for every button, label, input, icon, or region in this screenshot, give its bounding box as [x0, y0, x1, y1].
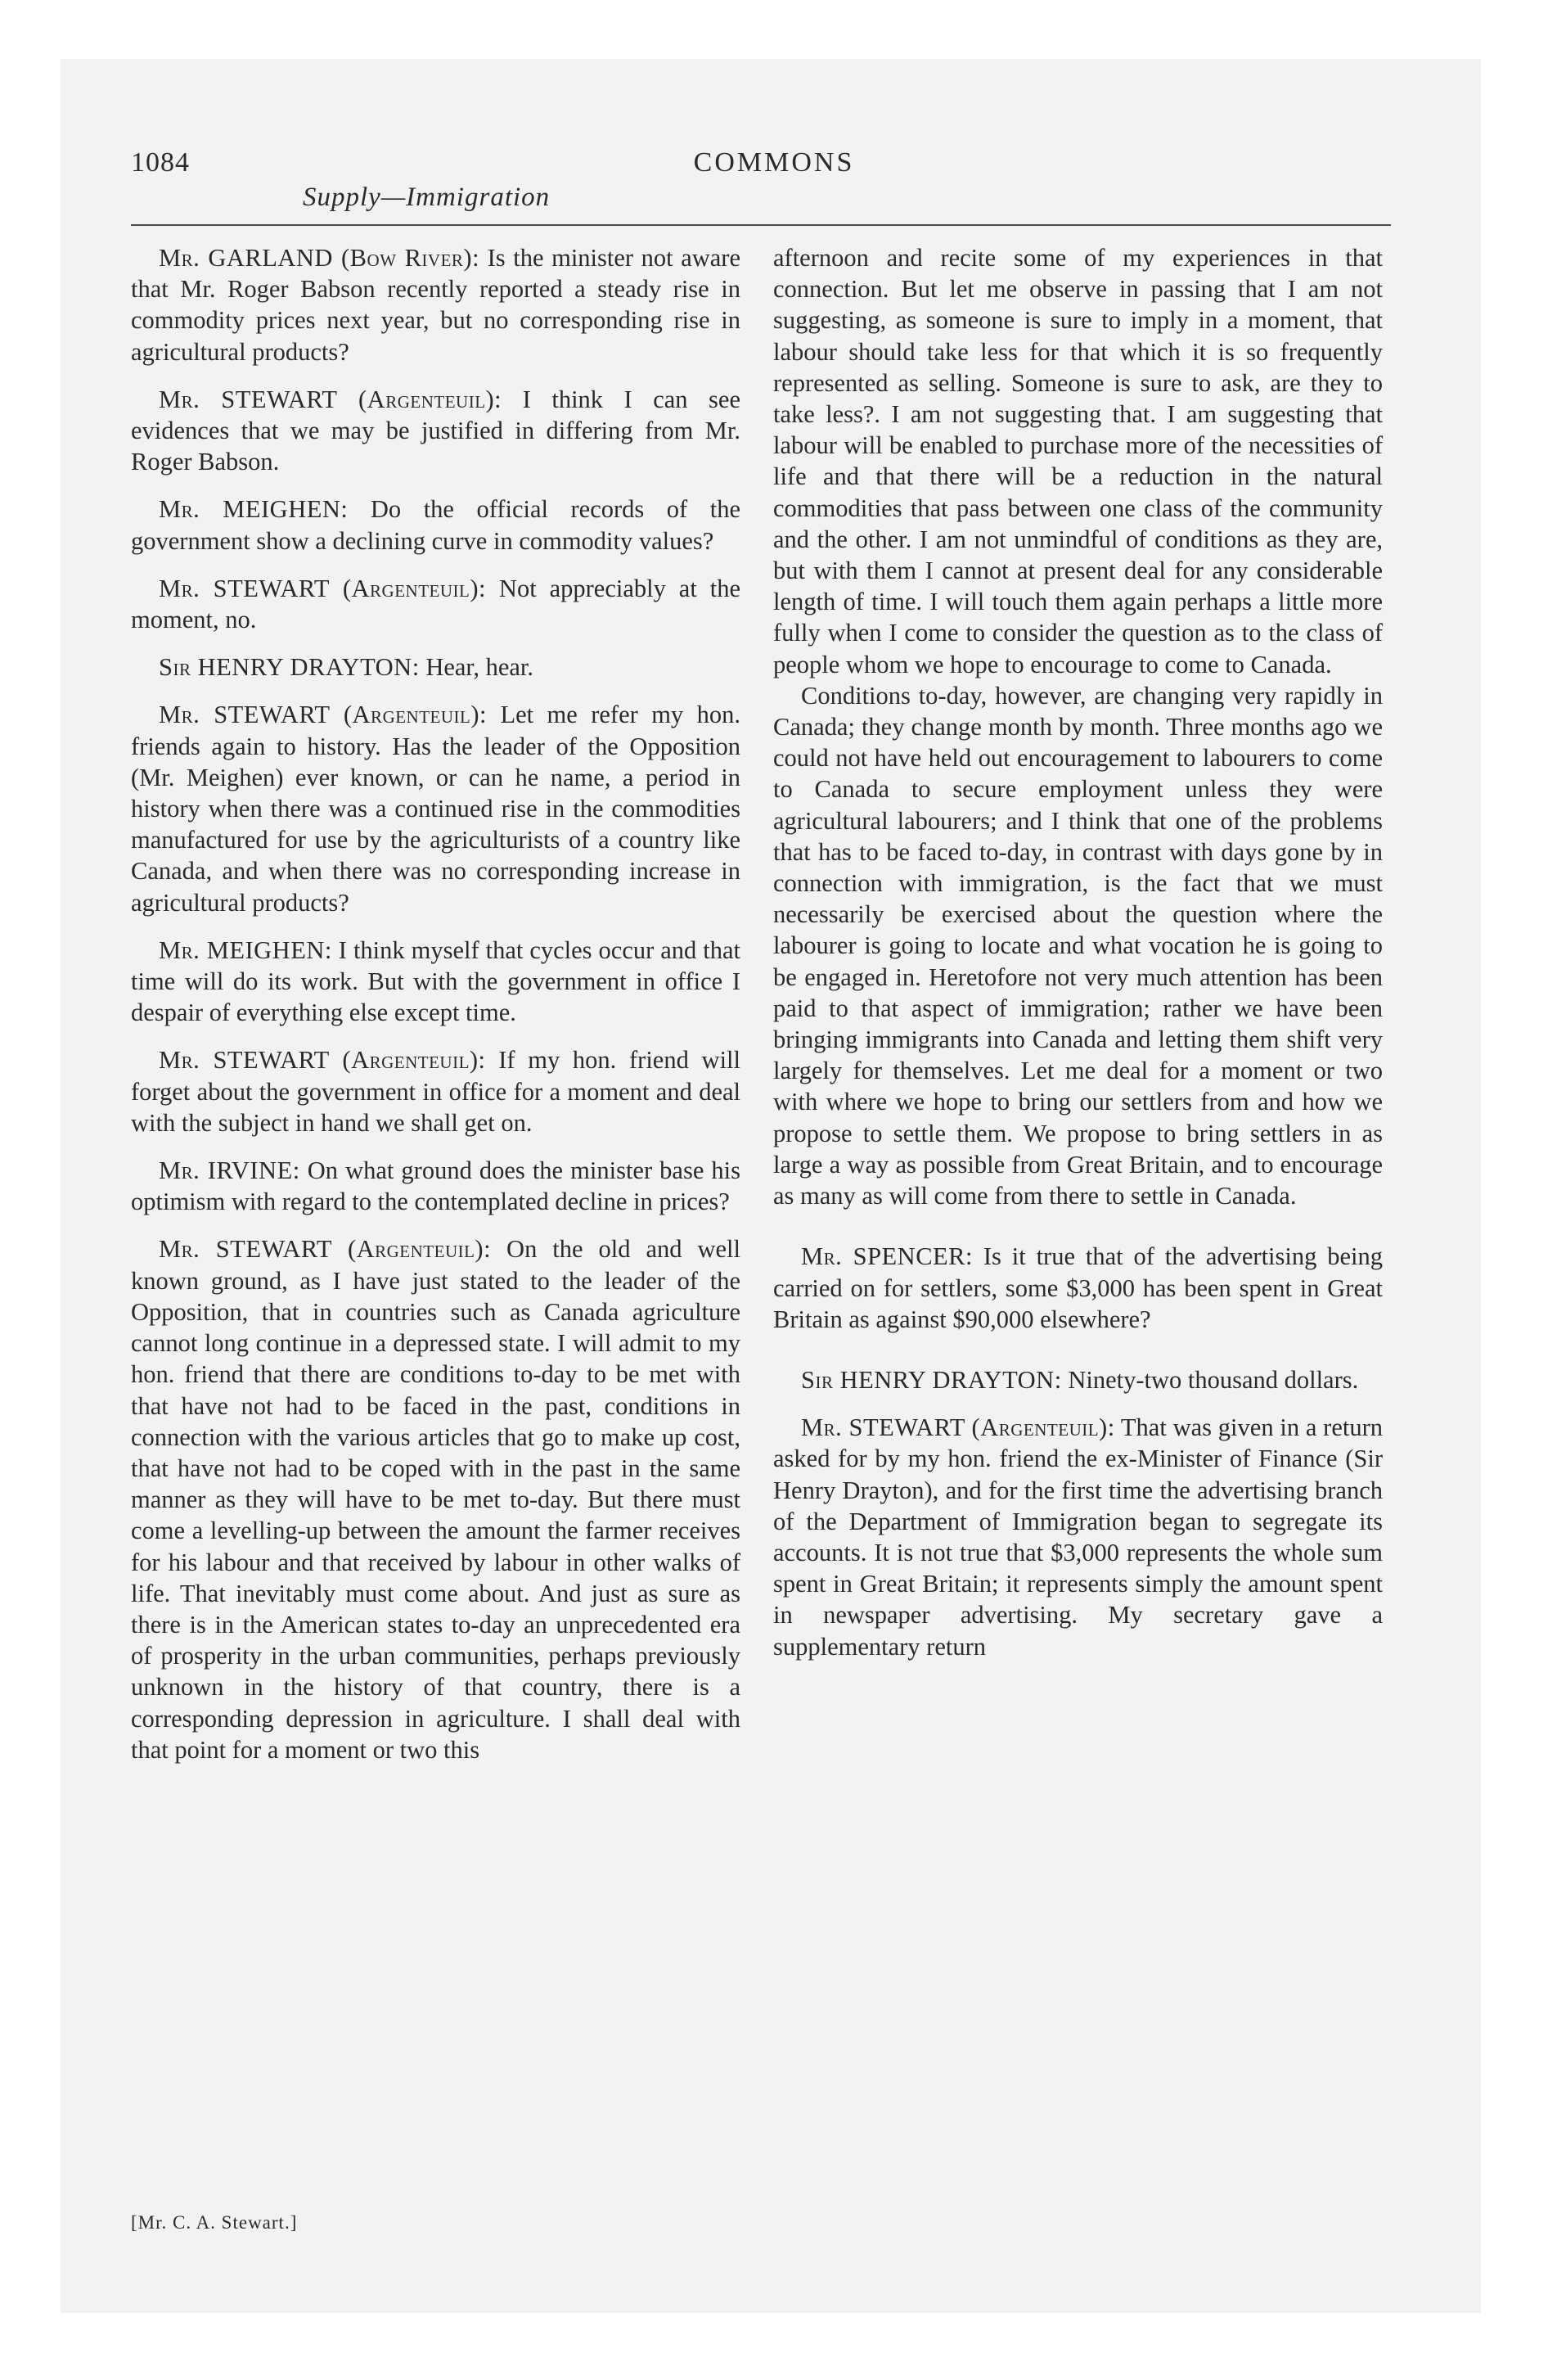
speaker-name: Mr. SPENCER: — [801, 1242, 973, 1271]
speaker-attribution: [Mr. C. A. Stewart.] — [131, 2212, 298, 2233]
speech-text: That was given in a return asked for by my hon. friend the ex-Minister of Finance (Sir Henry Drayton), and for the first time the advertising branch of the Department of Immigration began to segregate its accounts. It is not true that $3,000 represents the whole sum spent in Great Britain; it represents simply the amount spent in newspaper advertising. My secretary gave a supplementary return — [773, 1413, 1383, 1661]
speaker-name: Mr. MEIGHEN: — [159, 935, 332, 964]
speaker-name: Mr. STEWART (Argenteuil): — [159, 574, 486, 602]
speech-text: On the old and well known ground, as I have just stated to the leader of the Opposition, that in countries such as Canada agriculture cannot long continue in a depressed state. I will admit to my hon. friend that there are conditions to-day to be met with that have not had to be faced in the past, conditions in connection with the various articles that go to make up cost, that have not had to be coped with in the past in the same manner as they will have to be met to-day. But there must come a levelling-up between the amount the farmer receives for his labour and that received by labour in other walks of life. That inevitably must come about. And just as sure as there is in the American states to-day an unprecedented era of prosperity in the urban communities, perhaps previously unknown in the history of that country, there is a corresponding depression in agriculture. I shall deal with that point for a moment or two this — [131, 1235, 741, 1764]
speech-paragraph — [131, 494, 740, 556]
speech-text: Let me refer my hon. friends again to history. Has the leader of the Opposition (Mr. Meighen) ever known, or can he name, a period in history when there was a continued rise in the commodities manufactured for use by the agriculturists of a country like Canada, and when there was no corresponding increase in agricultural products? — [131, 701, 740, 917]
speaker-name: Mr. STEWART (Argenteuil): — [159, 385, 502, 413]
speech-text: Do the official records of the government show a declining curve in commodity values? — [131, 495, 740, 555]
speech-text: I think I can see evidences that we may be justified in differing from Mr. Roger Babson. — [131, 385, 741, 476]
speech-paragraph — [773, 1241, 1383, 1335]
speech-paragraph — [773, 680, 1383, 1211]
speaker-name: Mr. STEWART (Argenteuil): — [801, 1413, 1115, 1442]
speech-paragraph — [131, 651, 740, 683]
speech-text: Ninety-two thousand dollars. — [1061, 1365, 1359, 1394]
speech-paragraph — [131, 1155, 740, 1217]
speech-text: afternoon and recite some of my experiences in that connection. But let me observe in passing that I am not suggesting, as someone is sure to imply in a moment, that labour should take less for that which it is so frequently represented as selling. Someone is sure to ask, are they to take less?. I am not suggesting that. I am suggesting that labour will be enabled to purchase more of the necessities of life and that there will be a reduction in the natural commodities that pass between one class of the community and the other. I am not unmindful of conditions as they are, but with them I cannot at present deal for any considerable length of time. I will touch them again perhaps a little more fully when I come to consider the question as to the class of people whom we hope to encourage to come to Canada. — [773, 244, 1383, 678]
speech-paragraph — [131, 935, 740, 1029]
speech-text: Conditions to-day, however, are changing very rapidly in Canada; they change month by month. Three months ago we could not have held out encouragement to labourers to come to Canada to secure employment unless they were agricultural labourers; and I think that one of the problems that has to be faced to-day, in contrast with days gone by in connection with immigration, is the fact that we must necessarily be exercised about the question where the labourer is going to locate and what vocation he is going to be engaged in. Heretofore not very much attention has been paid to that aspect of immigration; rather we have been bringing immigrants into Canada and letting them shift very largely for themselves. Let me deal for a moment or two with where we hope to bring our settlers from and how we propose to settle them. We propose to bring settlers in as large a way as possible from Great Britain, and to encourage as many as will come from there to settle in Canada. — [773, 681, 1383, 1210]
speech-text: Is it true that of the advertising being carried on for settlers, some $3,000 has been spent in Great Britain as against $90,000 elsewhere? — [773, 1242, 1383, 1333]
speech-text: I think myself that cycles occur and that time will do its work. But with the government in office I despair of everything else except time. — [131, 935, 740, 1027]
speech-paragraph — [131, 242, 740, 367]
speech-paragraph — [131, 1044, 740, 1138]
speaker-name: Mr. MEIGHEN: — [159, 495, 349, 524]
right-column — [773, 242, 1383, 1662]
running-head: COMMONS — [693, 147, 855, 178]
section-title: Supply—Immigration — [303, 183, 551, 212]
speech-text: On what ground does the minister base his optimism with regard to the contemplated decline in prices? — [131, 1156, 741, 1216]
header-rule — [131, 224, 1391, 226]
speech-paragraph — [131, 384, 740, 478]
speech-text: Is the minister not aware that Mr. Roger Babson recently reported a steady rise in commodity prices next year, but no corresponding rise in agricultural products? — [131, 244, 740, 366]
speech-paragraph — [131, 573, 740, 635]
speech-paragraph — [131, 1233, 740, 1765]
left-column — [131, 242, 740, 1765]
speaker-name: Mr. GARLAND (Bow River): — [159, 244, 480, 272]
speech-paragraph — [773, 1364, 1383, 1395]
speech-paragraph — [131, 699, 740, 917]
speech-text: Not appreciably at the moment, no. — [131, 574, 740, 634]
speech-text: Hear, hear. — [419, 653, 534, 682]
speech-paragraph — [773, 1412, 1383, 1662]
speaker-name: Mr. STEWART (Argenteuil): — [159, 701, 487, 729]
speaker-name: Mr. STEWART (Argenteuil): — [159, 1235, 492, 1264]
speaker-name: Mr. IRVINE: — [159, 1156, 300, 1185]
speech-text: If my hon. friend will forget about the government in office for a moment and deal with the subject in hand we shall get on. — [131, 1046, 740, 1137]
speaker-name: Sir HENRY DRAYTON: — [159, 653, 420, 682]
speaker-name: Mr. STEWART (Argenteuil): — [159, 1046, 486, 1075]
page-number: 1084 — [131, 147, 190, 178]
speaker-name: Sir HENRY DRAYTON: — [801, 1365, 1062, 1394]
speech-continuation — [773, 242, 1383, 680]
